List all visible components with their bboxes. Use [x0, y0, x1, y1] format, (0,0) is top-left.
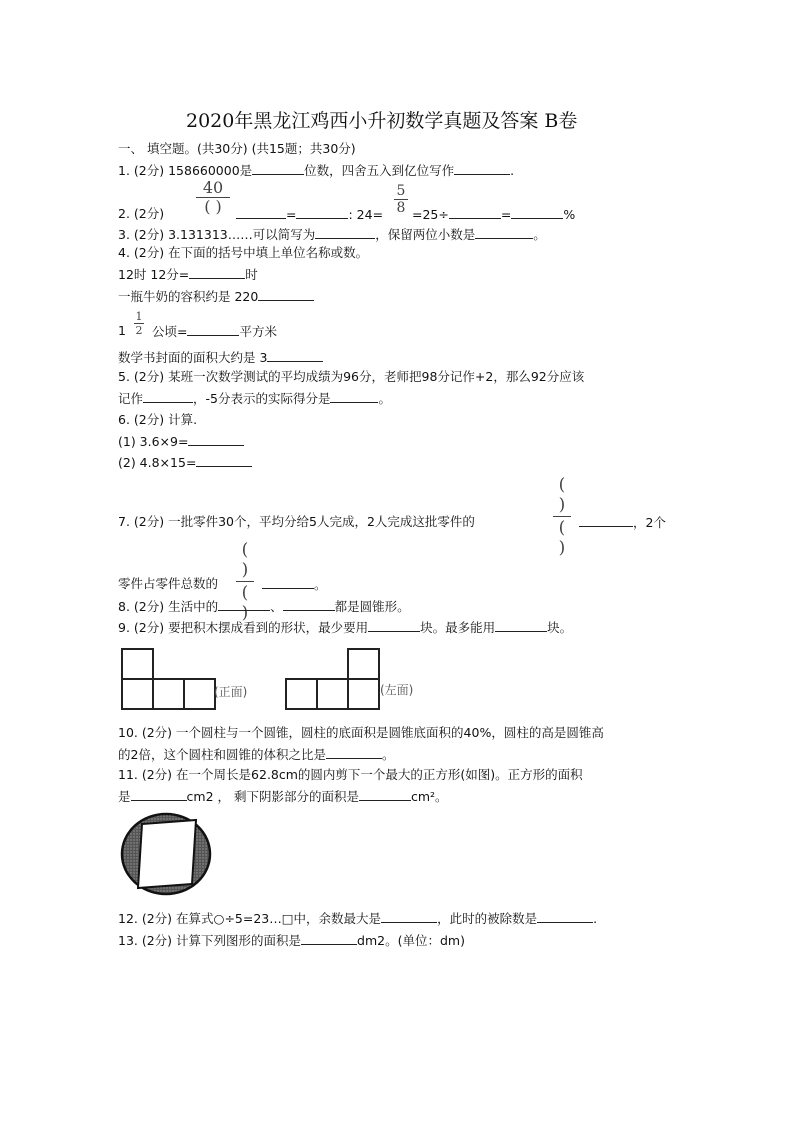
- question-6: 6. (2分) 计算.: [118, 412, 198, 427]
- q6-blank-b[interactable]: [196, 454, 252, 467]
- q7-blank-2[interactable]: [262, 576, 314, 589]
- q11-blank-1[interactable]: [131, 788, 187, 801]
- q4-blank-d[interactable]: [267, 349, 323, 362]
- q3-text-post: 。: [533, 227, 546, 242]
- q2-blank-2[interactable]: [296, 206, 348, 219]
- fraction-bar: [553, 516, 571, 517]
- q7-line2-post: 。: [314, 577, 327, 592]
- q1-blank-1[interactable]: [252, 162, 304, 175]
- q13-text-post: dm2。(单位：dm): [357, 933, 465, 948]
- q6-line-b: [118, 454, 252, 471]
- q7-blank-2-wrap: [262, 576, 327, 593]
- q8-text-post: 都是圆锥形。: [334, 599, 410, 614]
- q6-blank-a[interactable]: [188, 433, 244, 446]
- q10-blank[interactable]: [326, 746, 382, 759]
- question-2-blanks-b: [412, 206, 575, 223]
- q9-text-pre: 9. (2分) 要把积木摆成看到的形状，最少要用: [118, 620, 369, 635]
- q7-line2-text: 零件占零件总数的: [118, 576, 219, 591]
- q12-text-pre: 12. (2分) 在算式○÷5=23…□中，余数最大是: [118, 911, 382, 926]
- page-title: 2020年黑龙江鸡西小升初数学真题及答案 B卷: [186, 110, 578, 132]
- q9-front-label: (正面): [214, 685, 248, 699]
- q1-text-mid: 位数，四舍五入到亿位写作: [304, 163, 455, 178]
- q4-c-int: 1: [118, 323, 126, 338]
- question-10: 10. (2分) 一个圆柱与一个圆锥，圆柱的底面积是圆锥底面积的40%，圆柱的高是圆锥高: [118, 725, 604, 740]
- q5-line-2: [118, 390, 391, 407]
- q2-text-pre: 2. (2分): [118, 206, 165, 221]
- q3-text-pre: 3. (2分) 3.131313……可以简写为: [118, 227, 316, 242]
- q5-blank-2[interactable]: [330, 390, 378, 403]
- q9-text-mid: 块。最多能用: [420, 620, 496, 635]
- q4-line-a: [118, 266, 258, 283]
- q7-frac2-den: ( ): [241, 583, 249, 623]
- q10-text-pre: 的2倍，这个圆柱和圆锥的体积之比是: [118, 747, 326, 762]
- q4-a-text: 12时 12分=: [118, 267, 190, 282]
- q8-text-pre: 8. (2分) 生活中的: [118, 599, 219, 614]
- q4-blank-c[interactable]: [187, 323, 239, 336]
- q7-blank-1-wrap: [579, 514, 666, 531]
- q1-text-pre: 1. (2分) 158660000是: [118, 163, 253, 178]
- q3-blank-1[interactable]: [315, 226, 375, 239]
- question-2: [118, 206, 164, 222]
- q11-text-mid: cm2 ， 剩下阴影部分的面积是: [186, 789, 359, 804]
- q13-blank[interactable]: [301, 932, 357, 945]
- q4-line-b: [118, 288, 314, 305]
- q9-blank-1[interactable]: [368, 619, 420, 632]
- question-3: [118, 226, 546, 243]
- q8-blank-2[interactable]: [283, 598, 335, 611]
- q13-text-pre: 13. (2分) 计算下列图形的面积是: [118, 933, 302, 948]
- q8-text-mid: 、: [270, 599, 283, 614]
- q2-frac2-num: 5: [396, 183, 406, 199]
- q9-left-label: (左面): [380, 683, 414, 697]
- q11-text-pre: 是: [118, 789, 131, 804]
- question-4: 4. (2分) 在下面的括号中填上单位名称或数。: [118, 245, 369, 260]
- q4-a-post: 时: [245, 267, 258, 282]
- q4-line-c: [152, 323, 277, 340]
- inscribed-square: [138, 820, 196, 888]
- question-7: [118, 514, 475, 530]
- q5-text-pre: 记作: [118, 391, 144, 406]
- block-cube: [348, 679, 379, 709]
- q6-b-text: (2) 4.8×15=: [118, 455, 197, 470]
- q4-frac-num: 1: [135, 310, 143, 323]
- q7-line-2: [118, 576, 218, 592]
- q9-text-post: 块。: [547, 620, 573, 635]
- q4-b-text: 一瓶牛奶的容积约是 220: [118, 289, 259, 304]
- q4-frac-den: 2: [135, 324, 143, 337]
- question-12: [118, 910, 597, 927]
- q2-frac1-num: 40: [202, 178, 224, 197]
- block-cube: [286, 679, 317, 709]
- q12-blank-1[interactable]: [381, 910, 437, 923]
- q4-blank-a[interactable]: [189, 266, 245, 279]
- block-cube: [122, 649, 153, 679]
- q7-frac1-den: ( ): [558, 518, 566, 558]
- q5-text-mid: ，-5分表示的实际得分是: [193, 391, 331, 406]
- q7-fraction-1: [553, 475, 571, 558]
- q7-text-post: ，2个: [633, 515, 666, 530]
- q2-blank-4[interactable]: [511, 206, 563, 219]
- q10-line-2: [118, 746, 394, 763]
- q11-blank-2[interactable]: [359, 788, 411, 801]
- question-1: [118, 162, 514, 179]
- section-header: 一、 填空题。(共30分) (共15题；共30分): [118, 141, 356, 156]
- block-cube: [122, 679, 153, 709]
- q3-blank-2[interactable]: [475, 226, 533, 239]
- question-8: [118, 598, 410, 615]
- q2-frac2-den: 8: [396, 200, 406, 216]
- q2-frac1-den: ( ): [204, 197, 222, 216]
- question-13: [118, 932, 465, 949]
- q9-blank-2[interactable]: [495, 619, 547, 632]
- q8-blank-1[interactable]: [218, 598, 270, 611]
- q6-line-a: [118, 433, 244, 450]
- q4-line-d: [118, 349, 323, 366]
- question-11: 11. (2分) 在一个周长是62.8cm的圆内剪下一个最大的正方形(如图)。正方形的面积: [118, 767, 583, 782]
- q4-c-text: 公顷=: [152, 324, 188, 339]
- q2-eq-3: =25÷: [412, 207, 449, 222]
- q2-eq-4: =: [500, 207, 512, 222]
- q7-text-pre: 7. (2分) 一批零件30个，平均分给5人完成，2人完成这批零件的: [118, 514, 475, 529]
- q7-blank-1[interactable]: [579, 514, 633, 527]
- q7-frac1-num: ( ): [558, 475, 566, 515]
- q4-blank-b[interactable]: [258, 288, 314, 301]
- block-cube: [317, 679, 348, 709]
- q11-text-post: cm²。: [410, 789, 448, 804]
- q5-blank-1[interactable]: [143, 390, 193, 403]
- q4-fraction-half: [134, 311, 144, 336]
- q10-text-post: 。: [381, 747, 395, 762]
- block-cube: [184, 679, 215, 709]
- q11-circle-square-figure: [118, 812, 218, 896]
- q1-text-post: .: [510, 163, 515, 178]
- block-cube: [348, 649, 379, 679]
- q2-fraction-40: [196, 180, 230, 215]
- q12-text-post: .: [593, 911, 598, 926]
- q6-a-text: (1) 3.6×9=: [118, 434, 189, 449]
- fraction-bar: [236, 581, 254, 582]
- q9-front-view-figure: [118, 646, 238, 710]
- q5-text-post: 。: [378, 391, 391, 406]
- q4-c-post: 平方米: [239, 324, 277, 339]
- q12-blank-2[interactable]: [537, 910, 593, 923]
- q1-blank-2[interactable]: [454, 162, 510, 175]
- question-5: 5. (2分) 某班一次数学测试的平均成绩为96分，老师把98分记作+2，那么92分应该: [118, 369, 585, 384]
- q9-left-view-figure: [284, 646, 384, 710]
- block-cube: [153, 679, 184, 709]
- q2-blank-1[interactable]: [236, 206, 286, 219]
- q2-eq-2: : 24=: [348, 207, 384, 222]
- q2-blank-3[interactable]: [449, 206, 501, 219]
- q2-fraction-5-8: [394, 184, 408, 215]
- q12-text-mid: ，此时的被除数是: [437, 911, 538, 926]
- question-9: [118, 619, 572, 636]
- q4-d-text: 数学书封面的面积大约是 3: [118, 350, 268, 365]
- q7-frac2-num: ( ): [241, 540, 249, 580]
- q2-eq-1: =: [286, 207, 297, 222]
- q11-line-2: [118, 788, 448, 805]
- question-2-blanks-a: [236, 206, 383, 223]
- q3-text-mid: ，保留两位小数是: [375, 227, 476, 242]
- q2-percent: %: [563, 207, 576, 222]
